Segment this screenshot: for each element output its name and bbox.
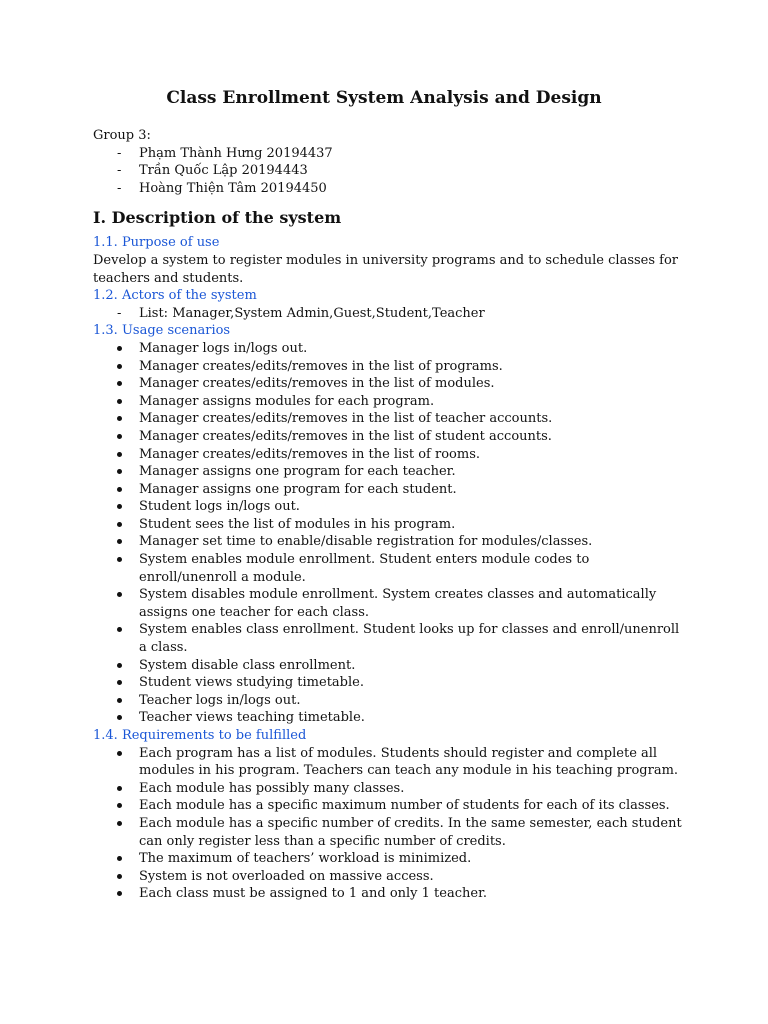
section-heading: I. Description of the system (93, 208, 342, 228)
list-item: Each program has a list of modules. Students should register and complete all modules in his program. Teachers can teach any module in his teaching program. (93, 745, 683, 780)
list-item: Each module has a specific maximum number of students for each of its classes. (93, 797, 683, 815)
group-label: Group 3: (93, 128, 151, 143)
list-item: Manager creates/edits/removes in the list of teacher accounts. (93, 410, 683, 428)
group-member-list (93, 145, 683, 198)
list-item: System enables module enrollment. Student enters module codes to enroll/unenroll a module. (93, 551, 683, 586)
list-item: Each module has possibly many classes. (93, 780, 683, 798)
subsection-heading-scenarios: 1.3. Usage scenarios (93, 323, 231, 339)
list-item: Manager logs in/logs out. (93, 340, 683, 358)
list-item: Teacher logs in/logs out. (93, 692, 683, 710)
list-item: Manager creates/edits/removes in the list of programs. (93, 358, 683, 376)
list-item: System is not overloaded on massive access. (93, 868, 683, 886)
list-item: System disable class enrollment. (93, 657, 683, 675)
list-item: Manager set time to enable/disable registration for modules/classes. (93, 533, 683, 551)
list-item: Student views studying timetable. (93, 674, 683, 692)
list-item: Manager creates/edits/removes in the list of student accounts. (93, 428, 683, 446)
requirements-list (93, 745, 683, 903)
list-item: Teacher views teaching timetable. (93, 709, 683, 727)
group-member: - Phạm Thành Hưng 20194437 (93, 145, 683, 163)
list-item: Manager creates/edits/removes in the list of modules. (93, 375, 683, 393)
list-item: System enables class enrollment. Student looks up for classes and enroll/unenroll a class. (93, 621, 683, 656)
subsection-heading-requirements: 1.4. Requirements to be fulfilled (93, 728, 307, 743)
document-body (93, 127, 683, 903)
list-item: Student sees the list of modules in his program. (93, 516, 683, 534)
list-item: Student logs in/logs out. (93, 498, 683, 516)
group-member: - Hoàng Thiện Tâm 20194450 (93, 180, 683, 198)
list-item: Manager creates/edits/removes in the list of rooms. (93, 446, 683, 464)
list-item: System disables module enrollment. System creates classes and automatically assigns one teacher for each class. (93, 586, 683, 621)
document-title: Class Enrollment System Analysis and Design (166, 88, 602, 108)
list-item: Each module has a specific number of credits. In the same semester, each student can only register less than a specific number of credits. (93, 815, 683, 850)
actors-list-item: - List: Manager,System Admin,Guest,Student,Teacher (93, 305, 683, 323)
list-item: Manager assigns one program for each student. (93, 481, 683, 499)
actors-list (93, 305, 683, 323)
list-item: Manager assigns modules for each program. (93, 393, 683, 411)
list-item: Each class must be assigned to 1 and only 1 teacher. (93, 885, 683, 903)
list-item: Manager assigns one program for each teacher. (93, 463, 683, 481)
purpose-text: Develop a system to register modules in university programs and to schedule classes for teachers and students. (93, 252, 679, 286)
subsection-heading-actors: 1.2. Actors of the system (93, 288, 257, 304)
group-member: - Trần Quốc Lập 20194443 (93, 162, 683, 180)
scenarios-list (93, 340, 683, 727)
list-item: The maximum of teachers’ workload is minimized. (93, 850, 683, 868)
subsection-heading-purpose: 1.1. Purpose of use (93, 235, 220, 251)
